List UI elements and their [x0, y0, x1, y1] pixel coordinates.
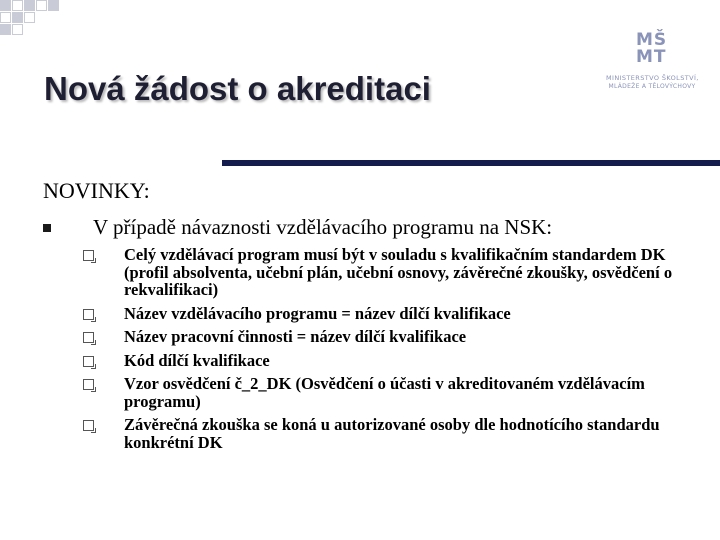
corner-square	[0, 0, 11, 11]
corner-square	[12, 12, 23, 23]
list-item	[82, 352, 702, 370]
ministry-logo	[606, 30, 698, 100]
list-item	[82, 328, 702, 346]
list-item-text: Název pracovní činnosti = název dílčí kvalifikace	[124, 327, 467, 346]
checkbox-bullet-icon	[83, 379, 94, 390]
square-bullet-icon	[43, 224, 51, 232]
checkbox-bullet-icon	[83, 420, 94, 431]
sub-bullet-list	[82, 246, 702, 457]
corner-square	[36, 0, 47, 11]
corner-square	[24, 12, 35, 23]
list-item-text: Kód dílčí kvalifikace	[124, 350, 270, 370]
list-item-text: Název vzdělávacího programu = název dílčí kvalifikace	[124, 303, 511, 323]
list-item	[82, 305, 702, 323]
level1-text: V případě návaznosti vzdělávacího programu na NSK:	[93, 215, 553, 239]
corner-square	[48, 0, 59, 11]
corner-square	[0, 12, 11, 23]
list-item-text: Celý vzdělávací program musí být v souladu s kvalifikačním standardem DK (profil absolventa, učební plán, učební osnovy, závěrečné zkoušky, osvědčení o rekvalifikaci)	[124, 245, 673, 299]
checkbox-bullet-icon	[83, 309, 94, 320]
corner-square	[0, 24, 11, 35]
logo-mark	[636, 32, 667, 66]
list-item-text: Vzor osvědčení č_2_DK (Osvědčení o účasti v akreditovaném vzdělávacím programu)	[124, 374, 645, 411]
checkbox-bullet-icon	[83, 332, 94, 343]
list-item-text: Závěrečná zkouška se koná u autorizované osoby dle hodnotícího standardu konkrétní DK	[124, 415, 660, 452]
corner-square	[12, 24, 23, 35]
corner-square	[24, 0, 35, 11]
logo-text-line2: MLÁDEŽE A TĚLOVÝCHOVY	[608, 83, 696, 90]
logo-mark-bottom: MT	[636, 47, 667, 67]
title-divider	[222, 160, 720, 166]
news-heading: NOVINKY:	[43, 178, 150, 203]
checkbox-bullet-icon	[83, 250, 94, 261]
logo-text-line1: MINISTERSTVO ŠKOLSTVÍ,	[606, 74, 699, 82]
logo-mark-top: MŠ	[636, 30, 668, 50]
list-item	[82, 375, 702, 410]
checkbox-bullet-icon	[83, 356, 94, 367]
slide-title: Nová žádost o akreditaci	[44, 70, 431, 107]
corner-decoration	[0, 0, 80, 50]
list-item	[82, 246, 702, 299]
list-item	[82, 416, 702, 451]
corner-square	[12, 0, 23, 11]
